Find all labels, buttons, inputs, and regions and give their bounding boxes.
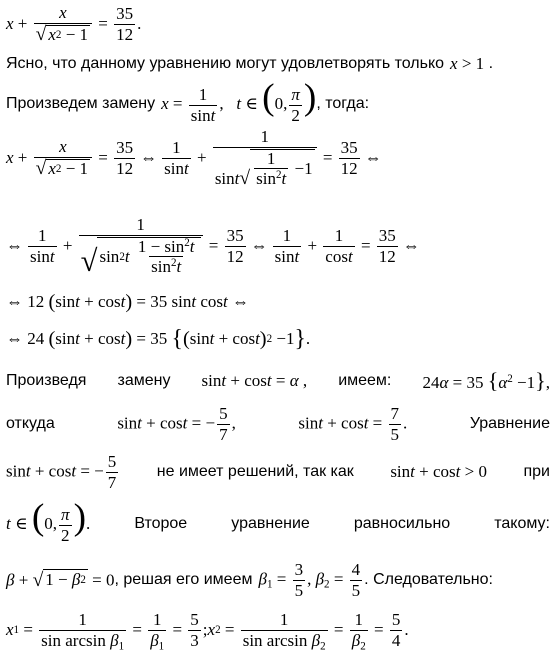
no-solution-text: не имеет решений, так как [156, 463, 354, 480]
alpha-text-2: замену [117, 372, 171, 389]
equation-transform-4: ⇔ 24 ( sin t + cos t ) = 35 { ( sin t + cos t ) 2 −1 } . [6, 325, 311, 352]
alpha-substitution: Произведя замену sint + cost = α , имеем: 24α = 35 $\{\alpha^2 -1\}$, [6, 368, 550, 393]
equation-word: Уравнение [469, 415, 550, 432]
second-text: Второе [134, 515, 188, 532]
solving-text: , решая его имеем [114, 571, 253, 588]
alpha-text-3: имеем: [338, 372, 392, 389]
equivalent-line: t ∈ (0, $\frac{\pi}{2}$ ). Второе уравнение равносильно такому: [6, 497, 550, 545]
alpha-roots: откуда sint + cost = − $\frac{5}{7}$ , sint + cost = $\frac{7}{5}$ . Уравнение [6, 403, 550, 444]
equivalent-text: равносильно [353, 515, 451, 532]
equation-transform-3: ⇔ 12 ( sin t + cos t ) = 35 sin t cos t ⇔ [6, 290, 249, 313]
domain-note: Ясно, что данному уравнению могут удовлетворять только x > 1 . [6, 54, 494, 73]
when-text: при [523, 463, 550, 480]
equation-transform-2: ⇔ $\frac{1}{\sin t}$ + 1 √ sin 2 t $\frac{1 - \sin^2t}{\sin^2t}$ = $\frac{35}{12}$ ⇔ $\frac{1}{\sin t}$ + $\frac{1}{\cos t}$ = $\frac{35}{12}$ ⇔ [6, 214, 420, 278]
substitution-line: Произведем замену x = $\frac{1}{\sin t}$ , t ∈ (0, $\frac{\pi}{2}$ ) , тогда: [6, 77, 370, 125]
equation-text: уравнение [231, 515, 310, 532]
whence-text: откуда [6, 415, 55, 432]
domain-note-text: Ясно, что данному уравнению могут удовлетворять только [6, 55, 445, 72]
no-solution-line: sint + cost = − $\frac{5}{7}$ не имеет решений, так как sint + cost > 0 при [6, 451, 550, 492]
such-text: такому: [494, 515, 550, 532]
therefore-text: . Следовательно: [364, 571, 493, 588]
equation-original: x + x √ x 2 − 1 = $\frac{35}{12}$ . [6, 2, 142, 45]
equation-transform-1: x + x √ x 2 − 1 = $\frac{35}{12}$ ⇔ $\frac{1}{\sin t}$ + 1 sint √ $\frac{1}{\sin^2t}$ −1 = $\frac{35}{12}$ ⇔ [6, 126, 382, 189]
alpha-text-1: Произведя [6, 372, 87, 389]
substitution-text: Произведем замену [6, 95, 156, 112]
then-text: , тогда: [316, 95, 370, 112]
beta-line: β + √ 1 − β 2 = 0 , решая его имеем $\beta_1$ = $\frac{3}{5}$ , $\beta_2$ = $\frac{4}{5}$ . Следовательно: [6, 559, 493, 600]
final-result: x 1 = $\frac{1}{\sin \arcsin \beta_1}$ = $\frac{1}{\beta_1}$ = $\frac{5}{3}$ ; x 2 = $\frac{1}{\sin \arcsin \beta_2}$ = $\frac{1}{\beta_2}$ = $\frac{5}{4}$ . [6, 609, 409, 652]
